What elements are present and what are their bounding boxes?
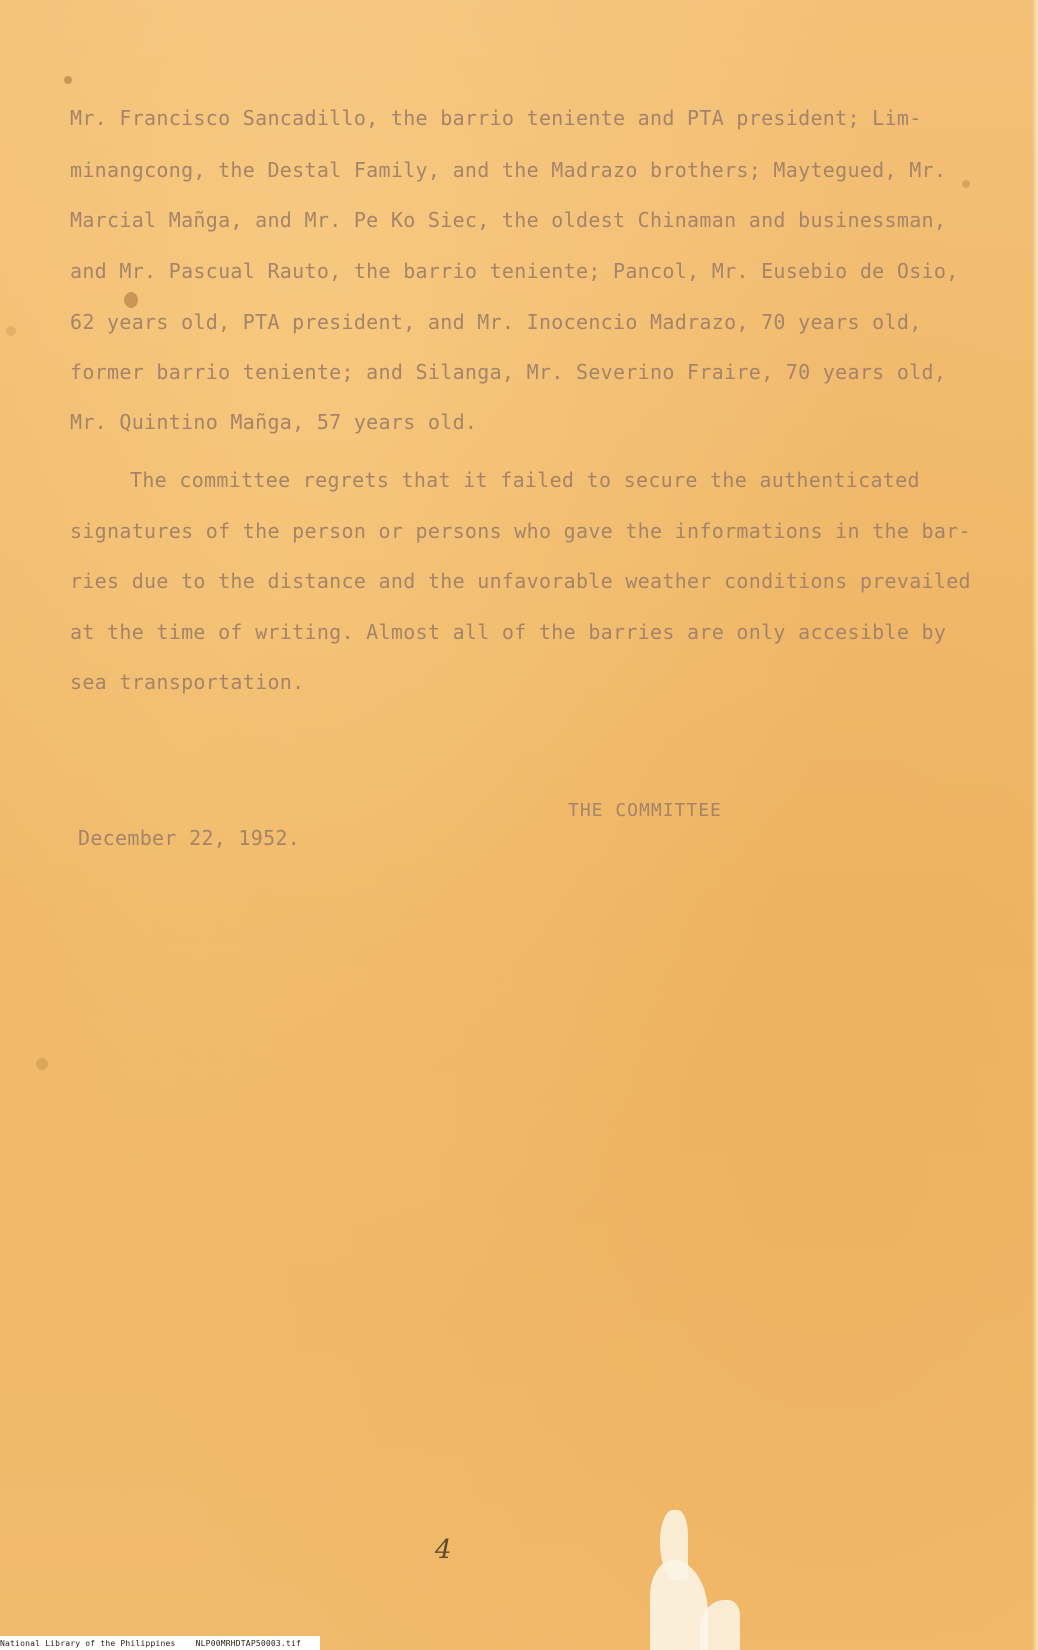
body-line: and Mr. Pascual Rauto, the barrio teniente; Pancol, Mr. Eusebio de Osio,	[70, 259, 959, 283]
body-line: 62 years old, PTA president, and Mr. Inocencio Madrazo, 70 years old,	[70, 310, 922, 334]
body-line: Marcial Mañga, and Mr. Pe Ko Siec, the oldest Chinaman and businessman,	[70, 208, 947, 232]
document-date: December 22, 1952.	[78, 826, 301, 850]
ink-spot	[6, 326, 16, 336]
page-number: 4	[435, 1535, 452, 1565]
body-line: sea transportation.	[70, 670, 305, 694]
body-line: minangcong, the Destal Family, and the Madrazo brothers; Maytegued, Mr.	[70, 158, 947, 182]
body-line: Mr. Quintino Mañga, 57 years old.	[70, 410, 478, 434]
body-line: The committee regrets that it failed to secure the authenticated	[130, 468, 920, 492]
body-line: former barrio teniente; and Silanga, Mr. Severino Fraire, 70 years old,	[70, 360, 947, 384]
ink-spot	[64, 76, 72, 84]
body-line: Mr. Francisco Sancadillo, the barrio teniente and PTA president; Lim-	[70, 106, 922, 130]
body-line: at the time of writing. Almost all of the barries are only accesible by	[70, 620, 947, 644]
body-line: signatures of the person or persons who gave the informations in the bar-	[70, 519, 971, 543]
ink-spot	[124, 292, 138, 308]
ink-spot	[36, 1058, 48, 1070]
page-edge	[1032, 0, 1038, 1650]
archive-footer: National Library of the Philippines NLP00MRHDTAP50003.tif	[0, 1639, 301, 1648]
ink-spot	[962, 180, 970, 188]
body-line: ries due to the distance and the unfavorable weather conditions prevailed	[70, 569, 971, 593]
signature-block: THE COMMITTEE	[568, 800, 722, 821]
